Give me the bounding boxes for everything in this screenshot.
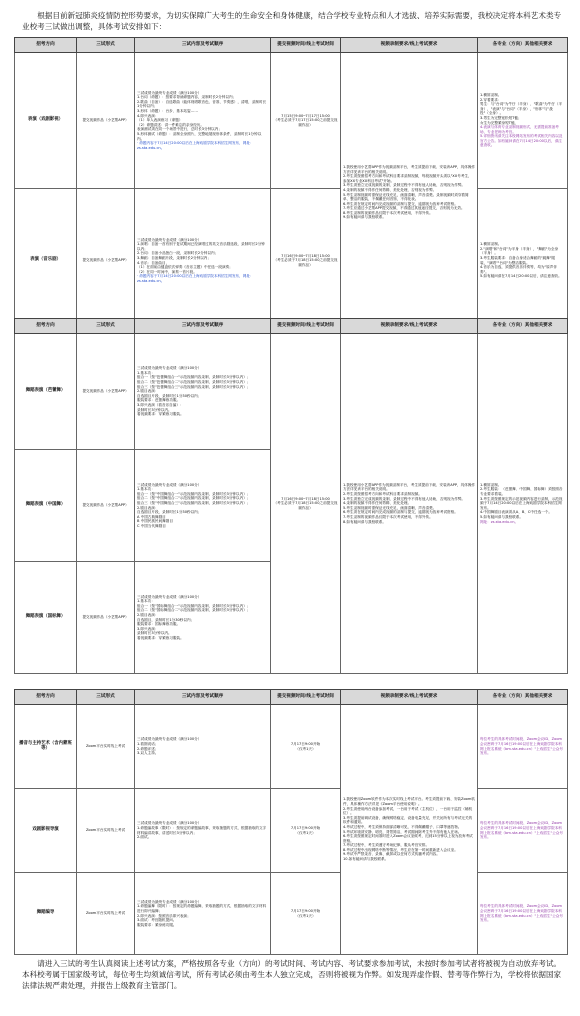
other-cell: 1.横屏录制。 2.考生服装：（芭蕾舞、中国舞、国标舞）须按照各专业要求着装。 3.考生须按照规定的示范视频内容进行录制，示范视频于7月14日20:00以后在上海戏剧学院本科招生网发布。 4.中国舞剧目表演须从A、B、C中任选一个。 5.如有疑问请与我校联系。 网址：zs.sta.edu.cn。 <box>478 334 568 674</box>
other-cell: 1.横屏录制。 2.穿着要求： 男生：与"台词"为牛仔（半身）、"歌曲"为牛仔（半身），"表演"与"台词"（半身），"形体"与"战役"（全身）。 3.男生为完整宽松短T恤； 女生为完整紧身短T恤， 4.表演与体育专业录制视频形式，无需提前准备考场，专业老师为考官。 5.详细资讯请关注本校网站发布的考试相关内容以及官方公告。如有疑问请在7月14日20:00以后，请注意查收。 <box>478 53 568 189</box>
header-requirements: 视频录制要求/线上考试要求 <box>341 319 478 334</box>
exam-table-1 <box>14 37 568 333</box>
header-form: 三试形式 <box>77 690 135 705</box>
time-cell: 7月17日9:00开始 （仅考1天） <box>271 789 341 873</box>
table-header-row <box>15 319 568 334</box>
table-row <box>15 705 568 789</box>
table-row <box>15 789 568 873</box>
form-cell: 提交视频作品（小艺帮APP） <box>77 562 135 674</box>
time-cell: 7月17日9:00开始 （仅考1天） <box>271 705 341 789</box>
direction-cell: 舞蹈表演（国标舞） <box>15 562 77 674</box>
form-cell: 提交视频作品（小艺帮APP） <box>77 334 135 450</box>
header-other: 各专业（方向）其他相关要求 <box>478 690 568 705</box>
other-cell: 每位考生的具体考试时间段、Zoom会议ID、Zoom会议密码于7月16日19:00以后在上海戏剧学院本科网上报名系统（bm.sta.edu.cn）"上戏招生"公众号发布。 <box>478 873 568 955</box>
table-row <box>15 334 568 450</box>
requirements-cell: 1.我校使用小艺帮APP作为视频录制平台，考生须提前下载、安装该APP，具体操作方法详见该平台的相关说明。 2.考生须按照招考方向和考试科目要求录制视频，每段视频开头须以"XX号考生，参加XX专业XX科目考试"开始。 3.考生须独立完成视频的录制，录制过程中不得有他人协助，否则视为作弊。 4.录制的视频不得作任何剪辑、美化处理，否则视为作弊。 5.考生录制视频时需保证光线充足，画面清晰，声音清楚。录制视频时须穿着简单、整洁的服装，不佩戴任何首饰，不得化妆。 6.考生须在规定时间内完成视频的录制与提交，逾期视为放弃考试资格。 7.考生应通过小艺帮APP提交视频，不得通过其他途径提交，否则视为无效。 8.考生录制的视频作品仅限于本次考试使用，不得外传。 9.如有疑问请与我校联系。 <box>341 53 478 333</box>
header-content: 三试内容及考试顺序 <box>135 690 271 705</box>
table-row <box>15 53 568 189</box>
header-form: 三试形式 <box>77 38 135 53</box>
content-cell: 三试成绩为最终专业成绩（满分100分） 1.看图说话； 2.命题评述； 3.双人主持。 <box>135 705 271 789</box>
direction-cell: 舞蹈表演（中国舞） <box>15 450 77 562</box>
content-cell: 三试成绩为最终专业成绩（满分100分） 1.命题编故事（限时）：按规定的命题编故事，采取抽题的方式，根据抽取的文字材料编讲故事，讲述时长3分钟以内； 2.面试。 <box>135 789 271 873</box>
table-row <box>15 189 568 333</box>
table-header-row <box>15 690 568 705</box>
header-time: 提交视频时间/线上考试时间 <box>271 690 341 705</box>
header-time: 提交视频时间/线上考试时间 <box>271 319 341 334</box>
header-direction: 招考方向 <box>15 38 77 53</box>
content-cell: 三试成绩为最终专业成绩（满分100分） 1.基本功： 组合一（按"中国舞组合一"示范视频内容录制，录制时长3分钟以内）； 组合二（按"中国舞组合二"示范视频内容录制，录制时长3分钟以内）； 组合三（按"中国舞组合三"示范视频内容录制，录制时长3分钟以内）； 2.剧目表演： 自选剧目片段，录制时长1分30秒以内； A 中国古典舞剧目 B 中国民族民间舞剧目 C 中国当代舞剧目 <box>135 450 271 562</box>
other-cell: 每位考生的具体考试时间段、Zoom会议ID、Zoom会议密码于7月16日19:00以后在上海戏剧学院本科网上报名系统（bm.sta.edu.cn）"上戏招生"公众号发布。 <box>478 789 568 873</box>
time-cell: 7月16日9:00─7月18日15:00 （考生必须于7月18日15:00之前提交视频作品） <box>271 189 341 333</box>
content-cell: 三试成绩为最终专业成绩（满分100分） 1.台词（命题）：按要求背诵命题内容，录制时长2分钟以内； 2.歌曲（自备）：自选歌曲（能体现唱歌音色、音准、节奏感），清唱，录制时长1分钟以内； 3.形体（命题）：台步、基本站姿…… 4.即兴表演： （1）单人表演练习（命题） （2）命题讲述：讲一件难忘的亲身经历。 表演测试须在同一个场景中进行，总时长3分钟以内； 5.形体测试（命题）：录制全身照片，完整地展现形体条件，录制时长1分钟以内。 · 命题内容于7月14日20:00以后在上海戏剧学院本科招生网发布，网址：zs.sta.edu.cn。 <box>135 53 271 189</box>
requirements-cell: 1.我校使用Zoom软件作为本次实时线上考试平台。考生须提前下载、安装Zoom软件，具体操作方法详见《Zoom平台使用说明》。 2.考生须使用两台设备参加考试，一台用于考试（主机位），一台用于监控（辅机位）。 3.考生须提前调试设备，确保网络稳定、设备电量充足，并关闭所有与考试无关的软件和通知。 4.考试过程中，考生须保持面部清晰可见，不得佩戴帽子、口罩等遮挡物。 5.考试环境须安静、明亮，背景简洁，考试期间除考生外不得有他人在场。 6.考生须按照规定时间准时进入Zoom会议室候考，迟到15分钟以上视为放弃考试资格。 7.考试过程中，考生须遵守考场纪律，服从考官安排。 8.考试过程中出现网络中断等情况，考生应在第一时间重新进入会议室。 9.考试中严禁录音、录像、截屏或以任何方式传播考试内容。 10.如有疑问请与我校联系。 <box>341 705 478 955</box>
header-direction: 招考方向 <box>15 319 77 334</box>
header-form: 三试形式 <box>77 319 135 334</box>
form-cell: 提交视频作品（小艺帮APP） <box>77 450 135 562</box>
table-header-row <box>15 38 568 53</box>
other-cell: 1.横屏录制。 2."演唱"和"台词"为半身（半身），"舞蹈"为全身（半身）。 3.考生服装要求：自备合身适合舞蹈的"跳舞"服装，"演唱""台词"为整洁服装。 4.音乐为自选，须提供音乐伴奏等，均为"原声伴奏"。 5.如有疑问请在7月14日20:00以后，请注意查收。 <box>478 189 568 333</box>
direction-cell: 舞蹈表演（芭蕾舞） <box>15 334 77 450</box>
content-cell: 三试成绩为最终专业成绩（满分100分） 1.基本功： 组合一（按"芭蕾舞组合一"示范视频内容录制，录制时长3分钟以内）； 组合二（按"芭蕾舞组合二"示范视频内容录制，录制时长3分钟以内）； 组合三（按"芭蕾舞组合三"示范视频内容录制，录制时长3分钟以内）； 2.剧目表演： 自选剧目片段，录制时长1分30秒以内； 服装要求：芭蕾舞练功服。 3.即兴表演（看音乐自编）： 录制时长3分钟以内。 看视频要求：穿紧练习服装。 <box>135 334 271 450</box>
direction-cell: 舞蹈编导 <box>15 873 77 955</box>
content-cell: 三试成绩为最终专业成绩（满分100分） 1.演唱：自备一首有别于复试期间已经演唱过的英文音乐剧选段，录制时长2分钟以内； 2.台词：自备小品独白一段，录制时长2分钟以内； 3.舞蹈：自备舞蹈片段，录制时长2分钟以内； 4.音乐：自备曲目， （1）在面前由键盘依次弹奏《音乐主题》中任选一段演奏； （2）在同一时间中，演奏一首片段。 · 命题内容于7月14日20:00以后在上海戏剧学院本科招生网发布，网址：zs.sta.edu.cn。 <box>135 189 271 333</box>
time-cell: 7月17日9:00开始 （仅考1天） <box>271 873 341 955</box>
form-cell: 提交视频作品（小艺帮APP） <box>77 189 135 333</box>
form-cell: Zoom平台实时线上考试 <box>77 705 135 789</box>
exam-table-3 <box>14 689 568 955</box>
intro-paragraph: 根据目前新冠肺炎疫情防控形势要求，为切实保障广大考生的生命安全和身体健康，结合学校专业特点和人才选拔、培养实际需要，我校决定将本科艺术类专业校考三试做出调整，具体考试安排如下： <box>22 11 562 31</box>
header-requirements: 视频录制要求/线上考试要求 <box>341 690 478 705</box>
direction-cell: 戏剧影视导演 <box>15 789 77 873</box>
closing-paragraph: 请进入三试的考生认真阅读上述考试方案，严格按照各专业（方向）的考试时间、考试内容、考试要求参加考试，未按时参加考试者将被视为自动放弃考试。本科校考属于国家级考试，每位考生均须诚信考试，所有考试必须由考生本人独立完成，否则将被视为作弊。如发现弄虚作假、替考等作弊行为，学校将依据国家法律法规严肃处理，并报告上级教育主管部门。 <box>22 959 562 990</box>
header-other: 各专业（方向）其他相关要求 <box>478 319 568 334</box>
header-direction: 招考方向 <box>15 690 77 705</box>
time-cell: 7月15日9:00─7月17日15:00 （考生必须于7月17日15:00之前提交视频作品） <box>271 53 341 189</box>
table-row <box>15 873 568 955</box>
content-cell: 三试成绩为最终专业成绩（满分100分） 1.命题编舞（限时）：按规定的命题编舞，采取抽题的方式，根据抽取的文字材料进行即兴编舞； 2.即兴表演：按照音乐即兴表演； 3.面试：考官随机提问。 服装要求：紧身练功服。 <box>135 873 271 955</box>
header-requirements: 视频录制要求/线上考试要求 <box>341 38 478 53</box>
direction-cell: 播音与主持艺术（含内蒙班等） <box>15 705 77 789</box>
header-time: 提交视频时间/线上考试时间 <box>271 38 341 53</box>
direction-cell: 表演（音乐剧） <box>15 189 77 333</box>
header-other: 各专业（方向）其他相关要求 <box>478 38 568 53</box>
direction-cell: 表演（戏剧影视） <box>15 53 77 189</box>
form-cell: 提交视频作品（小艺帮APP） <box>77 53 135 189</box>
other-cell: 每位考生的具体考试时间段、Zoom会议ID、Zoom会议密码于7月16日19:00以后在上海戏剧学院本科网上报名系统（bm.sta.edu.cn）"上戏招生"公众号发布。 <box>478 705 568 789</box>
exam-table-2 <box>14 318 568 674</box>
form-cell: Zoom平台实时线上考试 <box>77 873 135 955</box>
time-cell: 7月16日9:00─7月18日15:00 （考生必须于7月18日15:00之前提交视频作品） <box>271 334 341 674</box>
header-content: 三试内容及考试顺序 <box>135 38 271 53</box>
form-cell: Zoom平台实时线上考试 <box>77 789 135 873</box>
requirements-cell: 1.我校使用小艺帮APP作为视频录制平台，考生须提前下载、安装该APP，具体操作方法详见该平台的相关说明。 2.考生须按照招考方向和考试科目要求录制视频。 3.考生须独立完成视频的录制，录制过程中不得有他人协助，否则视为作弊。 4.录制的视频不得作任何剪辑、美化处理。 5.考生录制视频时需保证光线充足，画面清晰，声音清楚。 6.考生须在规定时间内完成视频的录制与提交，逾期视为放弃考试资格。 7.考生录制的视频作品仅限于本次考试使用，不得外传。 8.如有疑问请与我校联系。 <box>341 334 478 674</box>
header-content: 三试内容及考试顺序 <box>135 319 271 334</box>
content-cell: 三试成绩为最终专业成绩（满分100分） 1.基本功： 组合一（按"国标舞组合一"示范视频内容录制，录制时长3分钟以内）； 组合二（按"国标舞组合二"示范视频内容录制，录制时长3分钟以内）； 2.剧目表演： 自选剧目，录制时长1分30秒以内； 服装要求：国标舞练功服。 3.即兴表演： 录制时长3分钟以内。 看视频要求：穿紧练习服装。 <box>135 562 271 674</box>
